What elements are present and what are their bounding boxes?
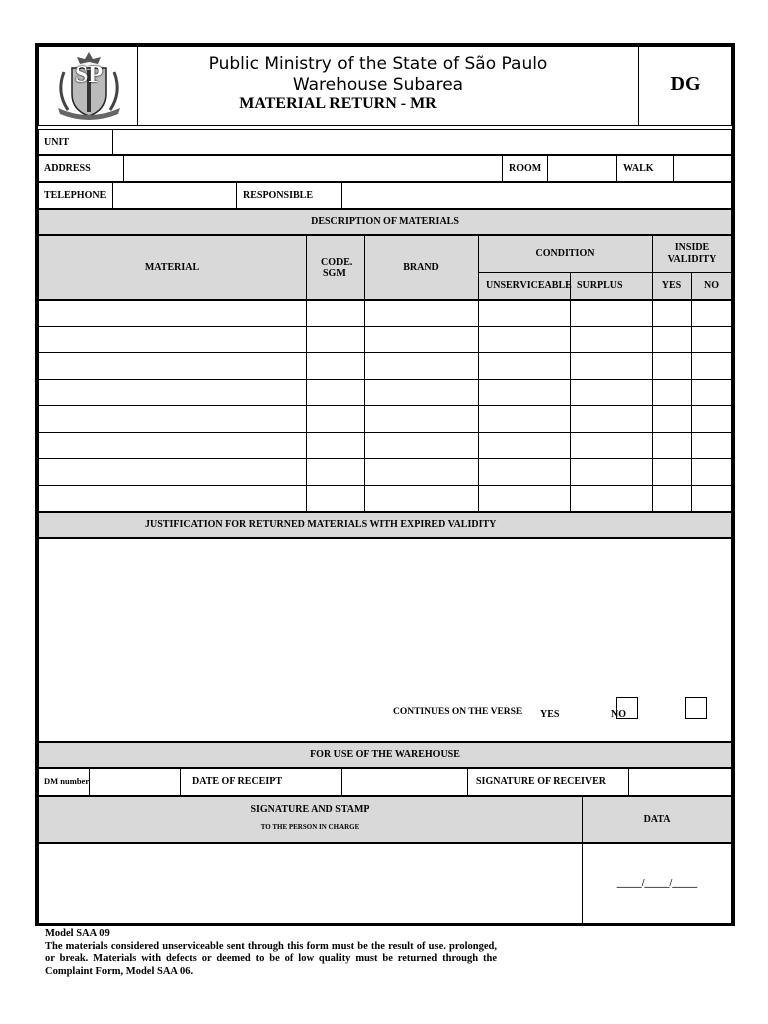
date-of-receipt-field[interactable]	[342, 769, 466, 795]
unit-field[interactable]	[113, 130, 731, 154]
footer-text: The materials considered unserviceable sent through this form must be the result of use. prolonged, or break. Materials with defects or deemed to be of low quality must be returned through the Complaint Form, Model SAA 06.	[45, 940, 497, 977]
table-row[interactable]	[39, 486, 731, 511]
warehouse-title: FOR USE OF THE WAREHOUSE	[310, 749, 460, 760]
signature-receiver-field[interactable]	[629, 769, 731, 795]
col-no: NO	[704, 280, 719, 291]
table-row[interactable]	[39, 433, 731, 458]
col-unserviceable: UNSERVICEABLE	[486, 280, 572, 291]
room-field[interactable]	[548, 156, 615, 181]
continues-no-label: NO	[611, 709, 626, 720]
col-validity-line1: INSIDE	[674, 242, 710, 253]
col-code-line1: CODE.	[321, 257, 353, 268]
continues-no-checkbox[interactable]	[685, 697, 707, 719]
room-label: ROOM	[509, 163, 542, 174]
signature-stamp-label: SIGNATURE AND STAMP	[250, 804, 370, 815]
date-of-receipt-label: DATE OF RECEIPT	[192, 776, 283, 787]
continues-on-verse-label: CONTINUES ON THE VERSE	[393, 707, 523, 717]
col-material: MATERIAL	[144, 262, 200, 273]
address-label: ADDRESS	[44, 163, 91, 174]
table-row[interactable]	[39, 459, 731, 485]
table-row[interactable]	[39, 301, 731, 326]
table-row[interactable]	[39, 353, 731, 379]
materials-section-title: DESCRIPTION OF MATERIALS	[311, 216, 459, 227]
col-validity-line2: VALIDITY	[667, 254, 717, 265]
telephone-label: TELEPHONE	[44, 190, 107, 201]
justification-title: JUSTIFICATION FOR RETURNED MATERIALS WITH EXPIRED VALIDITY	[145, 519, 497, 530]
walk-field[interactable]	[674, 156, 731, 181]
form-title: MATERIAL RETURN - MR	[239, 95, 437, 112]
form-code: DG	[670, 73, 701, 95]
table-row[interactable]	[39, 380, 731, 405]
footer-model: Model SAA 09	[45, 928, 110, 939]
person-in-charge-label: TO THE PERSON IN CHARGE	[260, 823, 360, 831]
unit-label: UNIT	[44, 137, 70, 148]
dm-number-field[interactable]	[90, 769, 179, 795]
walk-label: WALK	[623, 163, 654, 174]
table-row[interactable]	[39, 327, 731, 352]
address-field[interactable]	[124, 156, 501, 181]
header-ministry-title: Public Ministry of the State of São Paulo	[208, 54, 548, 74]
signature-receiver-label: SIGNATURE OF RECEIVER	[476, 776, 607, 787]
col-surplus: SURPLUS	[577, 280, 623, 291]
signature-stamp-area[interactable]	[38, 843, 583, 924]
col-code-line2: SGM	[323, 268, 346, 279]
continues-yes-label: YES	[540, 709, 560, 720]
table-row[interactable]	[39, 406, 731, 432]
telephone-field[interactable]	[113, 183, 235, 208]
seal-lettering: SP	[74, 62, 103, 88]
responsible-field[interactable]	[342, 183, 731, 208]
dm-number-label: DM number	[44, 776, 90, 786]
header-subarea-title: Warehouse Subarea	[292, 75, 464, 95]
responsible-label: RESPONSIBLE	[243, 190, 314, 201]
col-brand: BRAND	[403, 262, 439, 273]
col-yes: YES	[661, 280, 682, 291]
data-label: DATA	[643, 814, 671, 825]
col-condition: CONDITION	[535, 248, 595, 259]
footer-note	[45, 928, 497, 978]
date-placeholder: _____/_____/_____	[616, 878, 698, 889]
